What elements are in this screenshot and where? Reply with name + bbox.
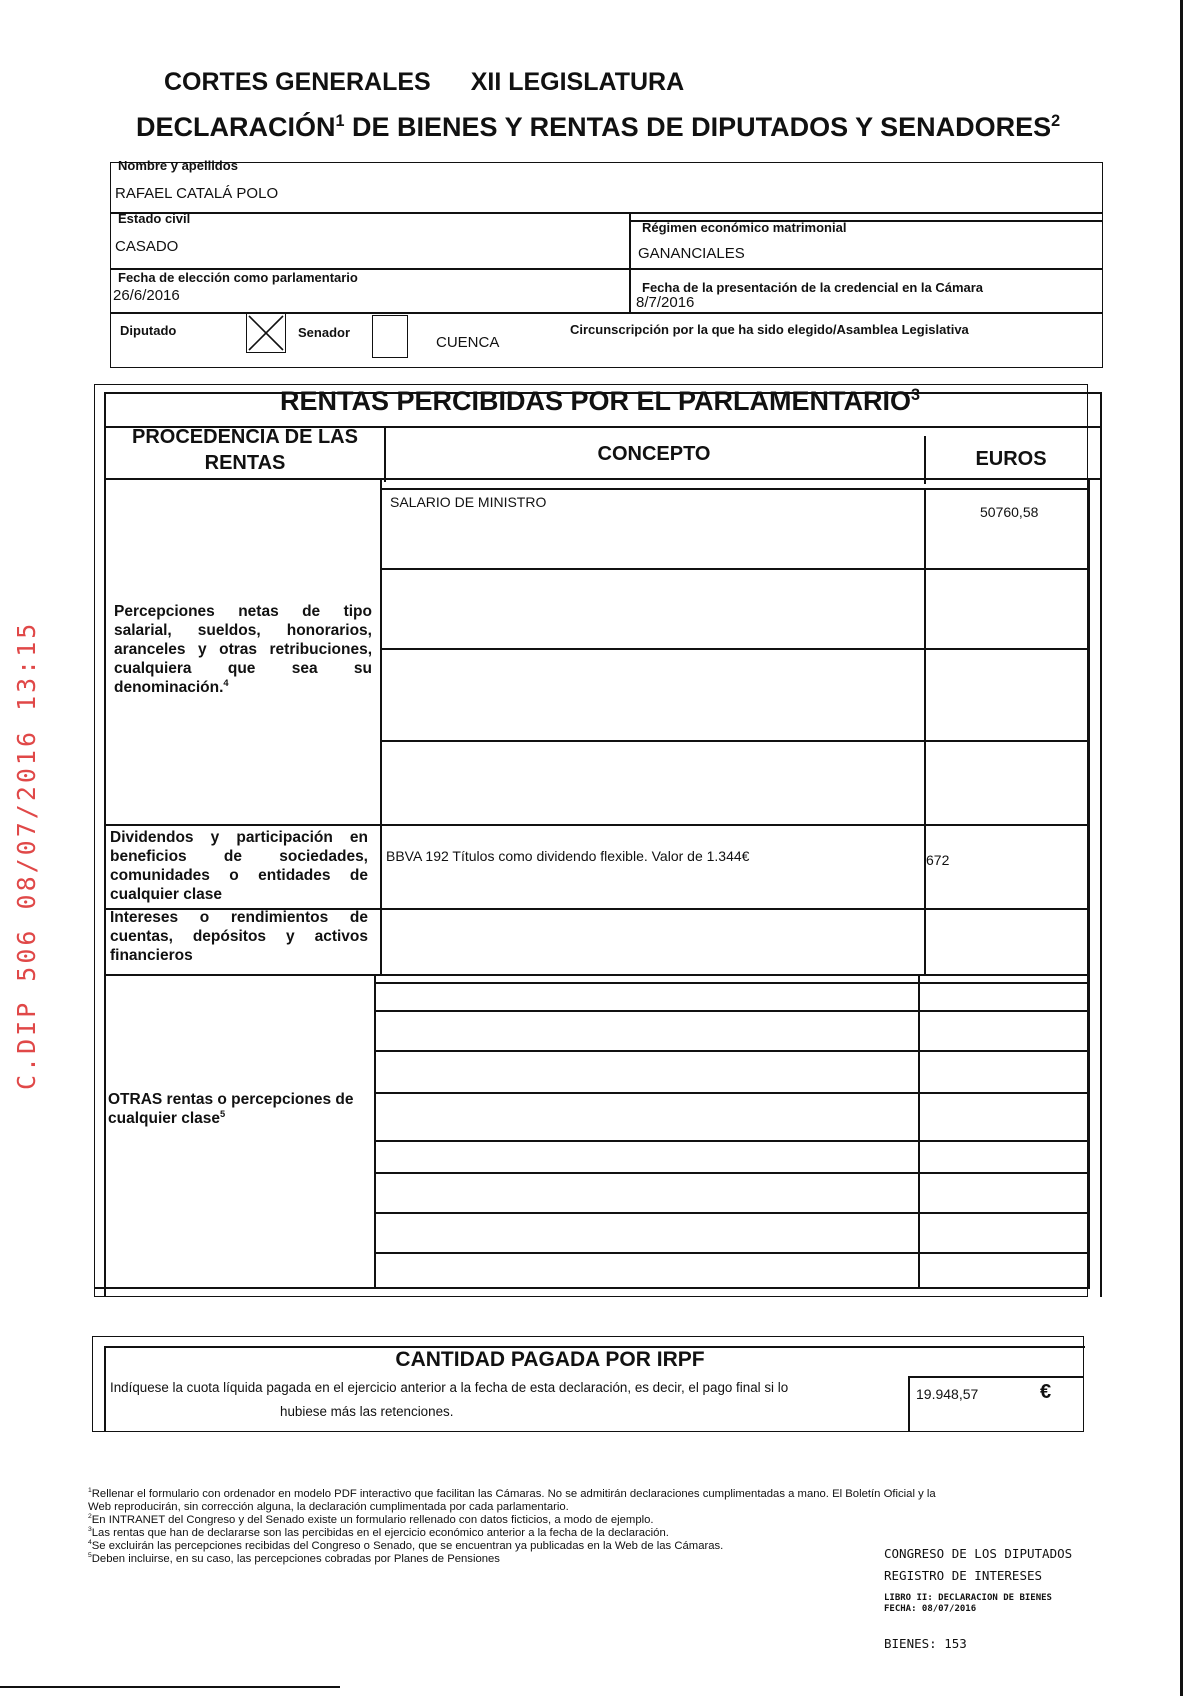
election-date-value: 26/6/2016	[113, 287, 180, 304]
category-dividendos: Dividendos y participación en beneficios de sociedades, comunidades o entidades de cualquier clase	[110, 829, 368, 903]
rentas-title: RENTAS PERCIBIDAS POR EL PARLAMENTARIO$^3$	[279, 386, 921, 416]
circumscription-label: Circunscripción por la que ha sido elegido/Asamblea Legislativa	[570, 322, 969, 337]
footnote-4: $^4$Se excluirán las percepciones recibidas del Congreso o Senado, que se encuentran ya publicadas en la Web de las Cámaras.	[88, 1539, 724, 1552]
registry-fecha: FECHA: 08/07/2016	[884, 1604, 977, 1614]
election-date-label: Fecha de elección como parlamentario	[118, 270, 358, 285]
category-otras: OTRAS rentas o percepciones de cualquier clase$^5$	[108, 1091, 354, 1127]
irpf-instructions-2: hubiese más las retenciones.	[280, 1404, 454, 1419]
diputado-checkbox[interactable]	[246, 313, 286, 353]
senador-label: Senador	[298, 325, 351, 340]
irpf-title: CANTIDAD PAGADA POR IRPF	[395, 1348, 705, 1371]
page-edge-right	[1180, 0, 1183, 1696]
header-line1	[164, 68, 684, 97]
footnote-1-cont: Web reproducirán, sin corrección alguna, la declaración cumplimentada por cada parlamentario.	[88, 1501, 569, 1513]
legislatura: XII LEGISLATURA	[470, 68, 685, 96]
registry-congreso: CONGRESO DE LOS DIPUTADOS	[884, 1546, 1073, 1561]
civil-status-value: CASADO	[115, 238, 179, 255]
diputado-label: Diputado	[120, 323, 177, 338]
category-intereses: Intereses o rendimientos de cuentas, depósitos y activos financieros	[110, 909, 368, 964]
cortes-generales: CORTES GENERALES	[164, 68, 431, 96]
footnote-1: $^1$Rellenar el formulario con ordenador en modelo PDF interactivo que facilitan las Cámaras. No se admitirán declaraciones cumplimentadas a mano. El Boletín Oficial y la	[88, 1487, 936, 1500]
footnote-3: $^3$Las rentas que han de declararse son las percibidas en el ejercicio económico anterior a la fecha de la declaración.	[88, 1526, 669, 1539]
credential-date-value: 8/7/2016	[636, 294, 695, 311]
footnote-5: $^5$Deben incluirse, en su caso, las percepciones cobradas por Planes de Pensiones	[88, 1552, 500, 1565]
regime-label: Régimen económico matrimonial	[642, 220, 847, 235]
name-value: RAFAEL CATALÁ POLO	[115, 185, 279, 202]
col-procedencia-header: PROCEDENCIA DE LAS RENTAS	[132, 426, 358, 474]
category-salarios: Percepciones netas de tipo salarial, sueldos, honorarios, aranceles y otras retribuciones, cualquiera que sea su denominación.$^4$	[114, 603, 372, 696]
col-concepto-header: CONCEPTO	[597, 443, 711, 465]
irpf-instructions-1: Indíquese la cuota líquida pagada en el ejercicio anterior a la fecha de esta declaración, es decir, el pago final si lo	[110, 1380, 789, 1395]
footnote-2: $^2$En INTRANET del Congreso y del Senado existe un formulario rellenado con datos ficticios, a modo de ejemplo.	[88, 1513, 654, 1526]
irpf-amount: 19.948,57	[916, 1386, 979, 1402]
col-euros-header: EUROS	[975, 448, 1047, 470]
row-salario-concepto: SALARIO DE MINISTRO	[390, 494, 547, 510]
registry-intereses: REGISTRO DE INTERESES	[884, 1568, 1043, 1583]
credential-date-label: Fecha de la presentación de la credencial en la Cámara	[642, 280, 984, 295]
circumscription-value: CUENCA	[436, 334, 500, 351]
civil-status-label: Estado civil	[118, 211, 191, 226]
row-dividendo-concepto: BBVA 192 Títulos como dividendo flexible. Valor de 1.344€	[386, 848, 750, 864]
check-x-icon	[247, 314, 285, 352]
registry-stamp: C.DIP 506 08/07/2016 13:15	[12, 620, 41, 1090]
page-edge-bottom	[0, 1686, 340, 1688]
regime-value: GANANCIALES	[638, 245, 745, 262]
senador-checkbox[interactable]	[372, 315, 408, 358]
document-title: DECLARACIÓN$^1$ DE BIENES Y RENTAS DE DIPUTADOS Y SENADORES$^2$	[136, 112, 1061, 142]
name-label: Nombre y apellidos	[118, 158, 238, 173]
row-salario-euros: 50760,58	[980, 504, 1039, 520]
registry-libro: LIBRO II: DECLARACION DE BIENES	[884, 1593, 1052, 1603]
euro-currency-icon: €	[1040, 1381, 1052, 1403]
row-dividendo-euros: 672	[926, 852, 950, 868]
registry-bienes: BIENES: 153	[884, 1636, 967, 1651]
